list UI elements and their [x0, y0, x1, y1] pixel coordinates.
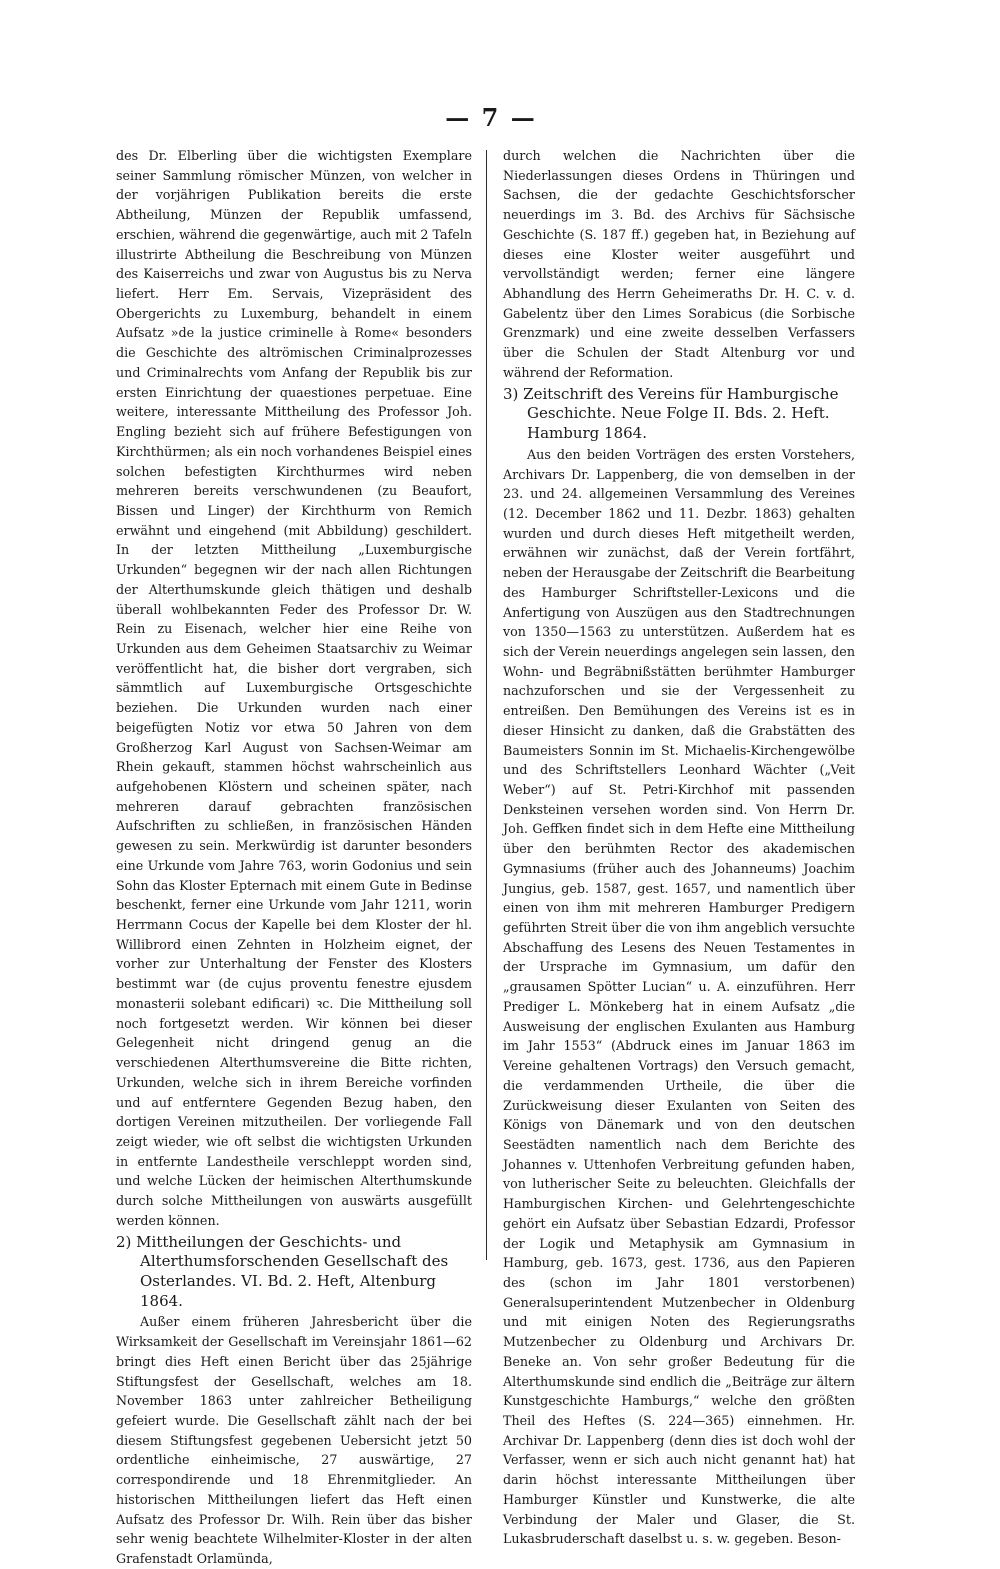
- right-paragraph-2: Aus den beiden Vorträgen des ersten Vorstehers, Archivars Dr. Lappenberg, die von demselben in der 23. und 24. allgemeinen Versammlung des Vereines (12. December 1862 und 11. Dezbr. 1863) gehalten wurden und durch dieses Heft mitgetheilt werden, erwähnen wir zunächst, daß der Verein fortfährt, neben der Herausgabe der Zeitschrift die Bearbeitung des Hamburger Schriftsteller-Lexicons und die Anfertigung von Auszügen aus den Stadtrechnungen von 1350—1563 zu unterstützen. Außerdem hat es sich der Verein neuerdings angelegen sein lassen, den Wohn- und Begräbnißstätten berühmter Hamburger nachzuforschen und sie der Vergessenheit zu entreißen. Den Bemühungen des Vereins ist es in dieser Hinsicht zu danken, daß die Grabstätten des Baumeisters Sonnin im St. Michaelis-Kirchengewölbe und des Schriftstellers Leonhard Wächter („Veit Weber“) auf St. Petri-Kirchhof mit passenden Denksteinen versehen worden sind. Von Herrn Dr. Joh. Geffken findet sich in dem Hefte eine Mittheilung über den berühmten Rector des akademischen Gymnasiums (früher auch des Johanneums) Joachim Jungius, geb. 1587, gest. 1657, und namentlich über einen von ihm mit mehreren Hamburger Predigern geführten Streit über die von ihm angeblich versuchte Abschaffung des Lesens des Neuen Testamentes in der Ursprache im Gymnasium, um dafür den „grausamen Spötter Lucian“ u. A. einzuführen. Herr Prediger L. Mönkeberg hat in einem Aufsatz „die Ausweisung der englischen Exulanten aus Hamburg im Jahr 1553“ (Abdruck eines im Januar 1863 im Vereine gehaltenen Vortrags) den Versuch gemacht, die verdammenden Urtheile, die über die Zurückweisung dieser Exulanten von Seiten des Königs von Dänemark und von den deutschen Seestädten namentlich nach dem Berichte des Johannes v. Uttenhofen Verbreitung gefunden haben, von lutherischer Seite zu beleuchten. Gleichfalls der Hamburgischen Kirchen- und Gelehrtengeschichte gehört ein Aufsatz über Sebastian Edzardi, Professor der Logik und Metaphysik am Gymnasium in Hamburg, geb. 1673, gest. 1736, aus den Papieren des (schon im Jahr 1801 verstorbenen) Generalsuperintendent Mutzenbecher in Oldenburg und mit einigen Noten des Regierungsraths Mutzenbecher zu Oldenburg und Archivars Dr. Beneke an. Von sehr großer Bedeutung für die Alterthumskunde sind endlich die „Beiträge zur ältern Kunstgeschichte Hamburgs,“ welche den größten Theil des Heftes (S. 224—365) einnehmen. Hr. Archivar Dr. Lappenberg (denn dies ist doch wohl der Verfasser, wenn er sich auch nicht genannt hat) hat darin höchst interessante Mittheilungen über Hamburger Künstler und Kunstwerke, die alte Verbindung der Maler und Glaser, die St. Lukasbruderschaft daselbst u. s. w. gegeben. Beson-: [503, 446, 855, 1547]
- column-divider: [486, 150, 487, 1260]
- section-heading-2: 2) Mittheilungen der Geschichts- und Alterthumsforschenden Gesellschaft des Osterlandes. VI. Bd. 2. Heft, Altenburg 1864.: [116, 1232, 449, 1310]
- right-column: [503, 146, 855, 1549]
- right-paragraph-1: durch welchen die Nachrichten über die Niederlassungen dieses Ordens in Thüringen und Sachsen, die der gedachte Geschichtsforscher neuerdings im 3. Bd. des Archivs für Sächsische Geschichte (S. 187 ff.) gegeben hat, in Beziehung auf dieses eine Kloster weiter ausgeführt und vervollständigt werden; ferner eine längere Abhandlung des Herrn Geheimeraths Dr. H. C. v. d. Gabelentz über den Limes Sorabicus (die Sorbische Grenzmark) und eine zweite desselben Verfassers über die Schulen der Stadt Altenburg vor und während der Reformation.: [503, 148, 855, 380]
- left-paragraph-1: des Dr. Elberling über die wichtigsten Exemplare seiner Sammlung römischer Münzen, von welcher in der vorjährigen Publikation bereits die erste Abtheilung, Münzen der Republik umfassend, erschien, während die gegenwärtige, auch mit 2 Tafeln illustrirte Abtheilung die Beschreibung von Münzen des Kaiserreichs und zwar von Augustus bis zu Nerva liefert. Herr Em. Servais, Vizepräsident des Obergerichts zu Luxemburg, behandelt in einem Aufsatz »de la justice criminelle à Rome« besonders die Geschichte des altrömischen Criminalprozesses und Criminalrechts vom Anfang der Republik bis zur ersten Einrichtung der quaestiones perpetuae. Eine weitere, interessante Mittheilung des Professor Joh. Engling bezieht sich auf frühere Befestigungen von Kirchthürmen; als ein noch vorhandenes Beispiel eines solchen befestigten Kirchthurmes wird neben mehreren bereits verschwundenen (zu Beaufort, Bissen und Linger) der Kirchthurm von Remich erwähnt und eingehend (mit Abbildung) geschildert. In der letzten Mittheilung „Luxemburgische Urkunden“ begegnen wir der nach allen Richtungen der Alterthumskunde gleich thätigen und deshalb überall wohlbekannten Feder des Professor Dr. W. Rein zu Eisenach, welcher hier eine Reihe von Urkunden aus dem Geheimen Staatsarchiv zu Weimar veröffentlicht hat, die bisher dort vergraben, sich sämmtlich auf Luxemburgische Ortsgeschichte beziehen. Die Urkunden wurden nach einer beigefügten Notiz vor etwa 50 Jahren von dem Großherzog Karl August von Sachsen-Weimar am Rhein gekauft, stammen höchst wahrscheinlich aus aufgehobenen Klöstern und scheinen später, nach mehreren darauf gebrachten französischen Aufschriften zu schließen, in französischen Händen gewesen zu sein. Merkwürdig ist darunter besonders eine Urkunde vom Jahre 763, worin Godonius und sein Sohn das Kloster Epternach mit einem Gute in Bedinse beschenkt, ferner eine Urkunde vom Jahr 1211, worin Herrmann Cocus der Kapelle bei dem Kloster der hl. Willibrord einen Zehnten in Holzheim eignet, der vorher zur Unterhaltung der Fenster des Klosters bestimmt war (de cujus proventu fenestre ejusdem monasterii solebant edificari) ꝛc. Die Mittheilung soll noch fortgesetzt werden. Wir können bei dieser Gelegenheit nicht dringend genug an die verschiedenen Alterthumsvereine die Bitte richten, Urkunden, welche sich in ihrem Bereiche vorfinden und auf entferntere Gegenden Bezug haben, den dortigen Vereinen mitzutheilen. Der vorliegende Fall zeigt wieder, wie oft selbst die wichtigsten Urkunden in entfernte Landestheile verschleppt worden sind, und welche Lücken der heimischen Alterthumskunde durch solche Mittheilungen von auswärts ausgefüllt werden können.: [116, 148, 472, 1228]
- left-column: [116, 146, 472, 1569]
- left-paragraph-2: Außer einem früheren Jahresbericht über die Wirksamkeit der Gesellschaft im Vereinsjahr 1861—62 bringt dies Heft einen Bericht über das 25jährige Stiftungsfest der Gesellschaft, welches am 18. November 1863 unter zahlreicher Betheiligung gefeiert wurde. Die Gesellschaft zählt nach der bei diesem Stiftungsfest gegebenen Uebersicht jetzt 50 ordentliche einheimische, 27 auswärtige, 27 correspondirende und 18 Ehrenmitglieder. An historischen Mittheilungen liefert das Heft einen Aufsatz des Professor Dr. Wilh. Rein über das bisher sehr wenig beachtete Wilhelmiter-Kloster in der alten Grafenstadt Orlamünda,: [116, 1314, 472, 1567]
- page-number: — 7 —: [445, 103, 537, 132]
- section-heading-3: 3) Zeitschrift des Vereins für Hamburgische Geschichte. Neue Folge II. Bds. 2. Heft. Hamburg 1864.: [503, 384, 839, 443]
